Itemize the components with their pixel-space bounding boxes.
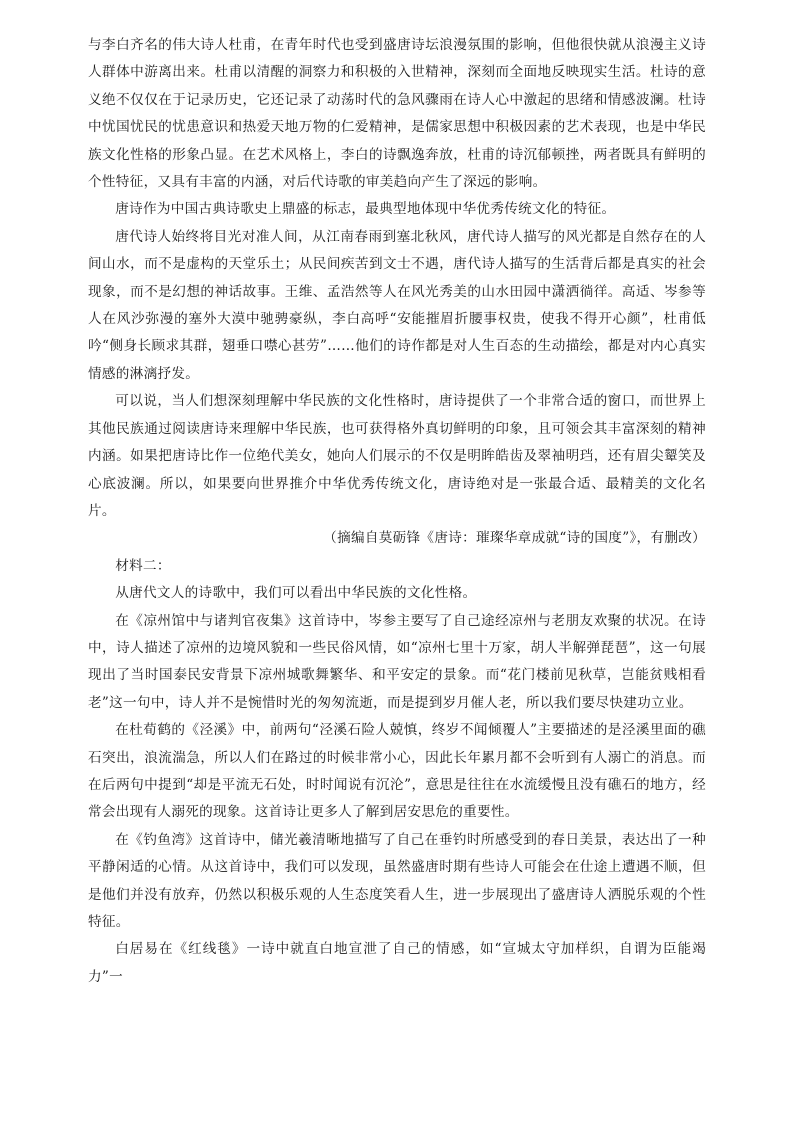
paragraph-tang-poets-human-world: 唐代诗人始终将目光对准人间，从江南春雨到塞北秋风，唐代诗人描写的风光都是自然存在的人间山水，而不是虚构的天堂乐土；从民间疾苦到文士不遇，唐代诗人描写的生活背后都是真实的社会现象，而不是幻想的神话故事。王维、孟浩然等人在风光秀美的山水田园中潇洒徜徉。高适、岑参等人在风沙弥漫的塞外大漠中驰骋豪纵，李白高呼“安能摧眉折腰事权贵，使我不得开心颜”，杜甫低吟“侧身长顾求其群，翅垂口噤心甚劳”……他们的诗作都是对人生百态的生动描绘，都是对内心真实情感的淋漓抒发。	[88, 228, 706, 382]
paragraph-cultural-window: 可以说，当人们想深刻理解中华民族的文化性格时，唐诗提供了一个非常合适的窗口，而世界上其他民族通过阅读唐诗来理解中华民族，也可获得格外真切鲜明的印象，且可领会其丰富深刻的精神内涵。如果把唐诗比作一位绝代美女，她向人们展示的不仅是明眸皓齿及翠袖明珰，还有眉尖颦笑及心底波澜。所以，如果要向世界推介中华优秀传统文化，唐诗绝对是一张最合适、最精美的文化名片。	[88, 393, 706, 519]
paragraph-duxunhe-jingxi: 在杜荀鹤的《泾溪》中，前两句“泾溪石险人兢慎，终岁不闻倾覆人”主要描述的是泾溪里面的礁石突出，浪流湍急，所以人们在路过的时候非常小心，因此长年累月都不会听到有人溺亡的消息。而在后两句中提到“却是平流无石处，时时闻说有沉沦”，意思是往往在水流缓慢且没有礁石的地方，经常会出现有人溺死的现象。这首诗让更多人了解到居安思危的重要性。	[88, 722, 706, 821]
material-two-label: 材料二：	[115, 557, 171, 574]
paragraph-tang-poetry-peak: 唐诗作为中国古典诗歌史上鼎盛的标志，最典型地体现中华优秀传统文化的特征。	[115, 201, 616, 218]
paragraph-baijuyi-hongxiantan: 白居易在《红线毯》一诗中就直白地宣泄了自己的情感，如“宣城太守加样织，自谓为臣能竭力”一	[88, 941, 706, 985]
citation: （摘编自莫砺锋《唐诗：璀璨华章成就“诗的国度”》，有删改）	[323, 530, 706, 547]
paragraph-censhen-liangzhou: 在《凉州馆中与诸判官夜集》这首诗中，岑参主要写了自己途经凉州与老朋友欢聚的状况。在诗中，诗人描述了凉州的边境风貌和一些民俗风情，如“凉州七里十万家，胡人半解弹琵琶”，这一句展现出了当时国泰民安背景下凉州城歌舞繁华、和平安定的景象。而“花门楼前见秋草，岂能贫贱相看老”这一句中，诗人并不是惋惜时光的匆匆流逝，而是提到岁月催人老，所以我们要尽快建功立业。	[88, 612, 706, 711]
paragraph-chuguangxi-diaoyuwan: 在《钓鱼湾》这首诗中，储光羲清晰地描写了自己在垂钓时所感受到的春日美景，表达出了一种平静闲适的心情。从这首诗中，我们可以发现，虽然盛唐时期有些诗人可能会在仕途上遭遇不顺，但是他们并没有放弃，仍然以积极乐观的人生态度笑看人生，进一步展现出了盛唐诗人洒脱乐观的个性特征。	[88, 831, 706, 930]
paragraph-dufu: 与李白齐名的伟大诗人杜甫，在青年时代也受到盛唐诗坛浪漫氛围的影响，但他很快就从浪漫主义诗人群体中游离出来。杜甫以清醒的洞察力和积极的入世精神，深刻而全面地反映现实生活。杜诗的意义绝不仅仅在于记录历史，它还记录了动荡时代的急风骤雨在诗人心中激起的思绪和情感波澜。杜诗中忧国忧民的忧患意识和热爱天地万物的仁爱精神，是儒家思想中积极因素的艺术表现，也是中华民族文化性格的形象凸显。在艺术风格上，李白的诗飘逸奔放，杜甫的诗沉郁顿挫，两者既具有鲜明的个性特征，又具有丰富的内涵，对后代诗歌的审美趋向产生了深远的影响。	[88, 37, 706, 191]
paragraph-cultural-character: 从唐代文人的诗歌中，我们可以看出中华民族的文化性格。	[115, 585, 477, 602]
